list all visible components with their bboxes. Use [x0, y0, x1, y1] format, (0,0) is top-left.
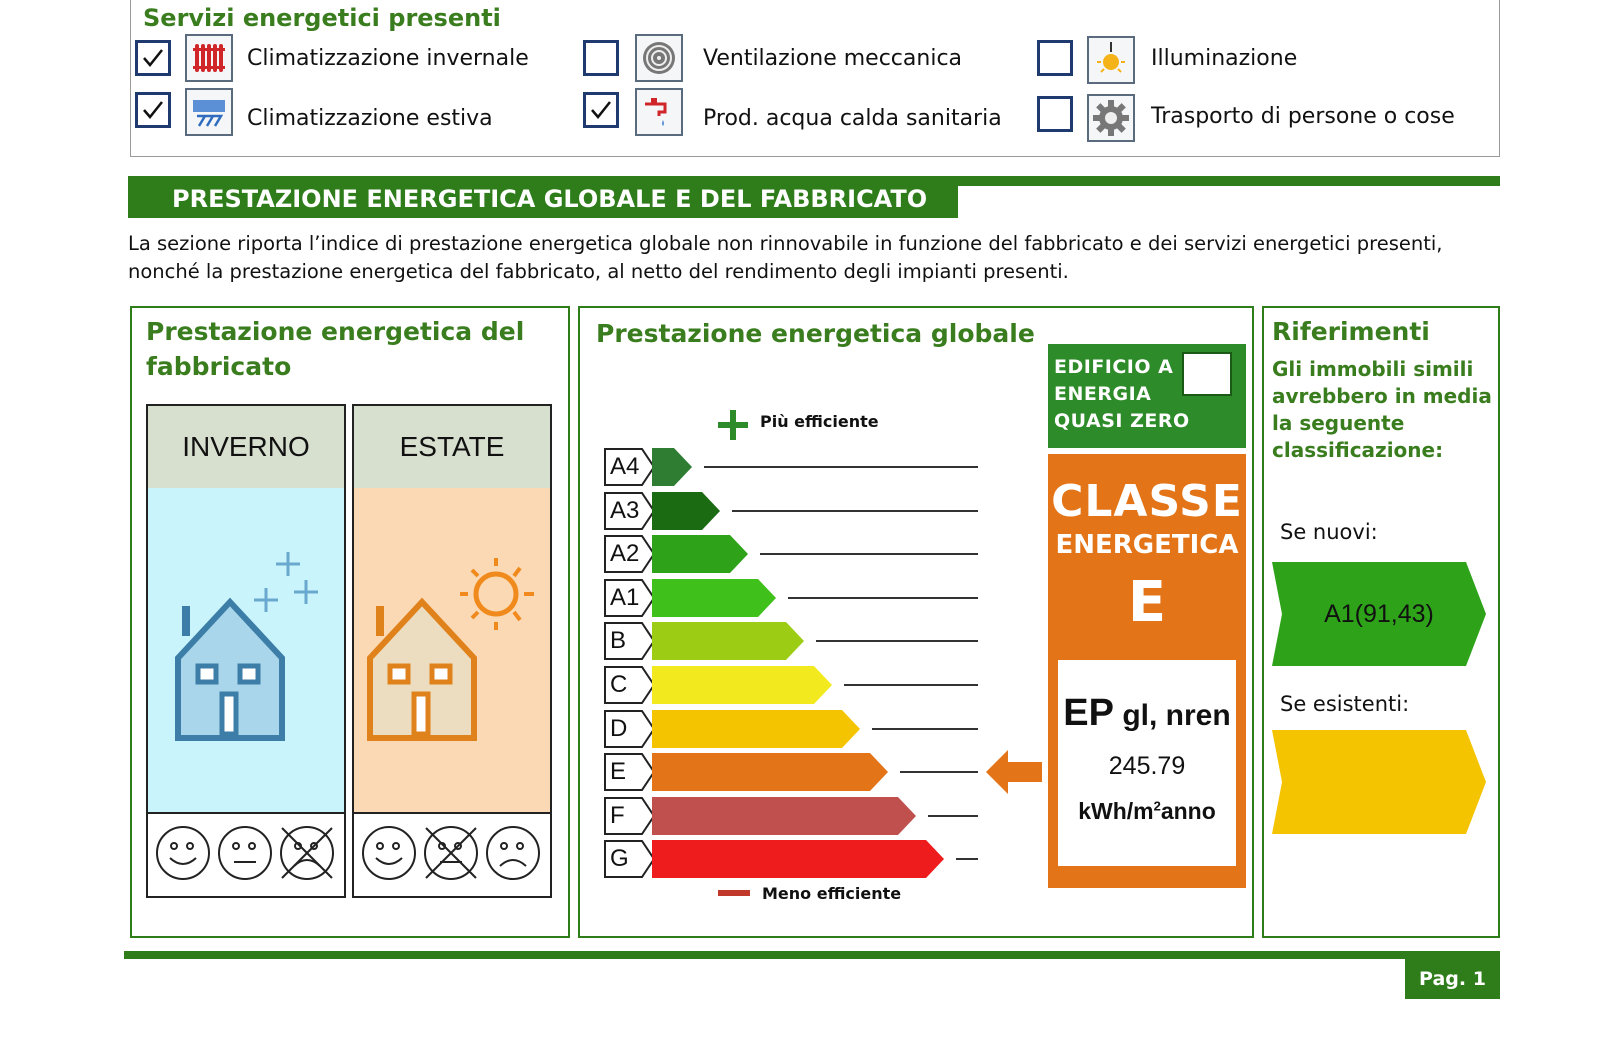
ep-box — [1058, 660, 1236, 866]
new-buildings-value: A1(91,43) — [1324, 600, 1434, 628]
references-text: Gli immobili simili avrebbero in media la seguente classificazione: — [1272, 357, 1492, 462]
service-label: Climatizzazione estiva — [247, 106, 493, 131]
class-arrow-a4 — [652, 448, 692, 486]
new-buildings-label: Se nuovi: — [1280, 520, 1378, 544]
class-leader-line — [704, 466, 978, 468]
class-label: A1 — [610, 584, 640, 611]
service-label: Illuminazione — [1151, 46, 1298, 71]
neutral-face-crossed-icon — [422, 824, 480, 882]
summer-column — [352, 404, 552, 898]
building-performance-panel — [130, 306, 570, 938]
nzeb-box — [1048, 344, 1246, 448]
ep-unit-sup: 2 — [1153, 798, 1161, 814]
building-panel-title: Prestazione energetica del fabbricato — [146, 317, 525, 381]
air-conditioner-icon — [185, 88, 233, 136]
class-leader-line — [816, 640, 978, 642]
existing-buildings-label: Se esistenti: — [1280, 692, 1410, 716]
winter-label: INVERNO — [148, 406, 344, 490]
references-title: Riferimenti — [1272, 317, 1430, 346]
nzeb-checkbox[interactable] — [1182, 352, 1232, 396]
class-label: F — [610, 802, 625, 829]
class-arrow-g — [652, 840, 944, 878]
service-label: Climatizzazione invernale — [247, 46, 529, 71]
radiator-icon — [185, 34, 233, 82]
winter-comfort-faces — [148, 812, 344, 896]
gear-icon — [1087, 94, 1135, 142]
services-title: Servizi energetici presenti — [143, 4, 501, 32]
ep-suffix: gl, nren — [1122, 699, 1231, 732]
ep-label — [1058, 692, 1236, 735]
global-performance-panel — [578, 306, 1254, 938]
class-label: A3 — [610, 497, 640, 524]
class-subtitle: ENERGETICA — [1055, 530, 1239, 560]
checkbox-trasporto[interactable] — [1037, 96, 1073, 132]
current-class-pointer-icon — [986, 750, 1042, 794]
checkbox-ventilazione-meccanica[interactable] — [583, 40, 619, 76]
sad-face-crossed-icon — [278, 824, 336, 882]
checkbox-illuminazione[interactable] — [1037, 40, 1073, 76]
class-label: C — [610, 671, 628, 698]
happy-face-icon — [360, 824, 418, 882]
nzeb-label: EDIFICIO A ENERGIA QUASI ZERO — [1054, 356, 1190, 432]
fan-icon — [635, 34, 683, 82]
class-leader-line — [928, 815, 978, 817]
less-efficient-marker — [718, 890, 750, 896]
class-label: D — [610, 715, 628, 742]
class-leader-line — [844, 684, 978, 686]
class-label: G — [610, 845, 629, 872]
plus-icon — [716, 408, 750, 442]
service-label: Ventilazione meccanica — [703, 46, 963, 71]
class-arrow-b — [652, 622, 804, 660]
class-arrow-c — [652, 666, 832, 704]
global-panel-title: Prestazione energetica globale — [596, 319, 1035, 348]
ep-value: 245.79 — [1108, 752, 1186, 780]
less-efficient-label: Meno efficiente — [762, 884, 902, 903]
summer-label: ESTATE — [354, 406, 550, 490]
neutral-face-icon — [216, 824, 274, 882]
footer-rule — [124, 951, 1500, 959]
existing-buildings-class — [1272, 730, 1486, 834]
sad-face-icon — [484, 824, 542, 882]
summer-house-illustration — [354, 488, 550, 814]
winter-house-illustration — [148, 488, 344, 814]
happy-face-icon — [154, 824, 212, 882]
class-leader-line — [732, 510, 978, 512]
class-arrow-f — [652, 797, 916, 835]
class-label: E — [610, 758, 627, 785]
class-arrow-a3 — [652, 492, 720, 530]
class-arrow-a1 — [652, 579, 776, 617]
checkbox-climatizzazione-estiva[interactable] — [135, 92, 171, 128]
existing-buildings-value — [1272, 730, 1486, 834]
service-label: Prod. acqua calda sanitaria — [703, 106, 1002, 131]
ep-prefix: EP — [1063, 692, 1114, 734]
class-arrow-e — [652, 753, 888, 791]
section-title: PRESTAZIONE ENERGETICA GLOBALE E DEL FABBRICATO — [128, 180, 958, 218]
ep-unit-a: kWh/m — [1078, 798, 1154, 824]
ep-unit — [1058, 798, 1236, 825]
winter-column — [146, 404, 346, 898]
new-buildings-class — [1272, 562, 1486, 666]
class-leader-line — [900, 771, 978, 773]
page-number: Pag. 1 — [1405, 959, 1500, 999]
more-efficient-label: Più efficiente — [760, 412, 879, 431]
class-leader-line — [760, 553, 978, 555]
checkbox-acqua-calda-sanitaria[interactable] — [583, 92, 619, 128]
summer-comfort-faces — [354, 812, 550, 896]
class-arrow-d — [652, 710, 860, 748]
service-label: Trasporto di persone o cose — [1151, 104, 1455, 129]
class-label: B — [610, 627, 627, 654]
lightbulb-icon — [1087, 36, 1135, 84]
class-letter: E — [1127, 570, 1167, 635]
tap-icon — [635, 88, 683, 136]
class-label: A4 — [610, 453, 640, 480]
class-leader-line — [872, 728, 978, 730]
ep-unit-b: anno — [1160, 798, 1216, 824]
checkbox-climatizzazione-invernale[interactable] — [135, 40, 171, 76]
class-arrow-a2 — [652, 535, 748, 573]
class-leader-line — [956, 858, 978, 860]
class-leader-line — [788, 597, 978, 599]
energy-class-box — [1048, 454, 1246, 888]
references-panel — [1262, 306, 1500, 938]
class-word: CLASSE — [1051, 476, 1243, 527]
services-box — [130, 0, 1500, 157]
class-label: A2 — [610, 540, 640, 567]
section-intro: La sezione riporta l’indice di prestazione energetica globale non rinnovabile in funzione del fabbricato e dei servizi energetici presenti, nonché la prestazione energetica del fabbricato, al netto del rendimento degli impianti presenti. — [128, 232, 1443, 283]
